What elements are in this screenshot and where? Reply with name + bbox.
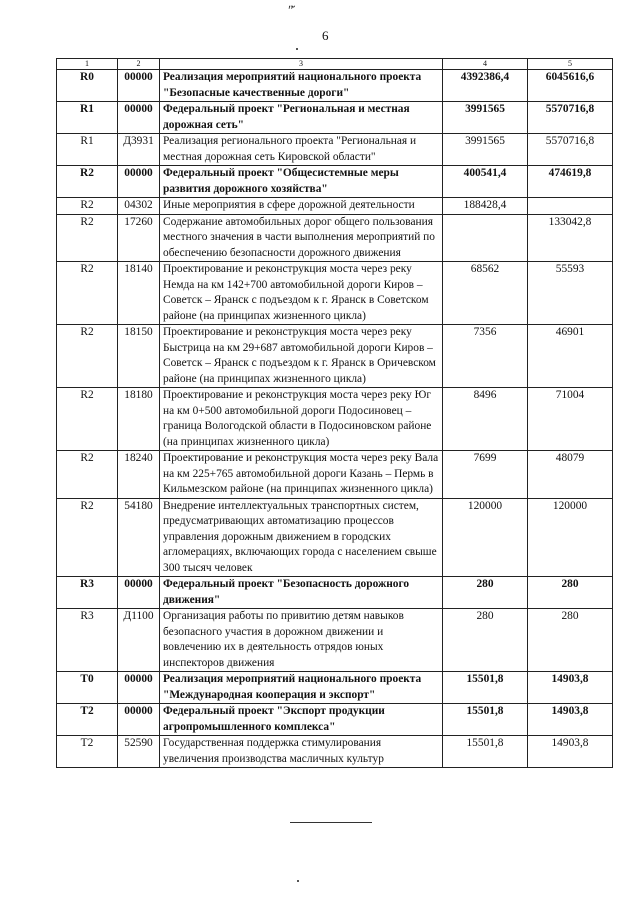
- column-number: 3: [160, 59, 443, 70]
- table-row: [57, 577, 613, 609]
- table-row: [57, 498, 613, 577]
- row-name-cell: Реализация мероприятий национального проекта "Международная кооперация и экспорт": [160, 672, 443, 704]
- row-value-2021-cell: 14903,8: [528, 672, 613, 704]
- row-value-2021-cell: 55593: [528, 262, 613, 325]
- row-name-cell: Федеральный проект "Безопасность дорожного движения": [160, 577, 443, 609]
- table-row: [57, 70, 613, 102]
- row-value-2021-cell: 5570716,8: [528, 102, 613, 134]
- row-value-2021-cell: 14903,8: [528, 736, 613, 768]
- column-number: 5: [528, 59, 613, 70]
- row-name-cell: Проектирование и реконструкция моста через реку Вала на км 225+765 автомобильной дороги Казань – Пермь в Кильмезском районе (на принципах жизненного цикла): [160, 451, 443, 499]
- row-value-2021-cell: 280: [528, 609, 613, 672]
- footer-rule: [290, 822, 372, 823]
- row-value-2021-cell: 6045616,6: [528, 70, 613, 102]
- row-name-cell: Государственная поддержка стимулирования увеличения производства масличных культур: [160, 736, 443, 768]
- row-number-cell: 00000: [118, 70, 160, 102]
- row-value-2020-cell: 3991565: [443, 102, 528, 134]
- row-value-2020-cell: 3991565: [443, 134, 528, 166]
- row-value-2021-cell: 133042,8: [528, 214, 613, 262]
- table-row: [57, 672, 613, 704]
- row-name-cell: Реализация мероприятий национального проекта "Безопасные качественные дороги": [160, 70, 443, 102]
- row-name-cell: Реализация регионального проекта "Региональная и местная дорожная сеть Кировской области": [160, 134, 443, 166]
- column-number: 2: [118, 59, 160, 70]
- table-row: [57, 262, 613, 325]
- row-value-2020-cell: 280: [443, 609, 528, 672]
- row-code-cell: T2: [57, 736, 118, 768]
- row-number-cell: 54180: [118, 498, 160, 577]
- row-code-cell: R2: [57, 325, 118, 388]
- row-value-2020-cell: [443, 214, 528, 262]
- row-code-cell: T0: [57, 672, 118, 704]
- row-code-cell: R2: [57, 498, 118, 577]
- row-code-cell: R2: [57, 451, 118, 499]
- row-value-2021-cell: 14903,8: [528, 704, 613, 736]
- row-code-cell: R2: [57, 262, 118, 325]
- row-value-2020-cell: 15501,8: [443, 672, 528, 704]
- table-row: [57, 102, 613, 134]
- row-name-cell: Проектирование и реконструкция моста через реку Быстрица на км 29+687 автомобильной дороги Киров – Советск – Яранск с подъездом к г. Яранск в Оричевском районе (на принципах жизненного цикла): [160, 325, 443, 388]
- row-number-cell: 18180: [118, 388, 160, 451]
- row-code-cell: R3: [57, 609, 118, 672]
- row-value-2021-cell: 5570716,8: [528, 134, 613, 166]
- table-row: [57, 198, 613, 215]
- row-value-2020-cell: 15501,8: [443, 704, 528, 736]
- row-number-cell: 18140: [118, 262, 160, 325]
- row-code-cell: R1: [57, 102, 118, 134]
- row-code-cell: R2: [57, 166, 118, 198]
- row-number-cell: 00000: [118, 102, 160, 134]
- scan-mark: ʺ̆: [288, 4, 294, 19]
- row-number-cell: 17260: [118, 214, 160, 262]
- row-number-cell: Д1100: [118, 609, 160, 672]
- table-row: [57, 166, 613, 198]
- table-row: [57, 704, 613, 736]
- row-number-cell: 00000: [118, 704, 160, 736]
- row-number-cell: Д3931: [118, 134, 160, 166]
- table-row: [57, 388, 613, 451]
- row-value-2020-cell: 188428,4: [443, 198, 528, 215]
- table-row: [57, 214, 613, 262]
- row-name-cell: Организация работы по привитию детям навыков безопасного участия в дорожном движении и вовлечению их в деятельность отрядов юных инспекторов движения: [160, 609, 443, 672]
- row-number-cell: 18150: [118, 325, 160, 388]
- row-number-cell: 52590: [118, 736, 160, 768]
- row-value-2020-cell: 8496: [443, 388, 528, 451]
- row-name-cell: Проектирование и реконструкция моста через реку Немда на км 142+700 автомобильной дороги Киров – Советск – Яранск с подъездом к г. Яранск в Советском районе (на принципах жизненного цикла): [160, 262, 443, 325]
- row-code-cell: R2: [57, 388, 118, 451]
- row-name-cell: Федеральный проект "Экспорт продукции агропромышленного комплекса": [160, 704, 443, 736]
- row-name-cell: Внедрение интеллектуальных транспортных систем, предусматривающих автоматизацию процессов управления дорожным движением в городских агломерациях, включающих города с населением свыше 300 тысяч человек: [160, 498, 443, 577]
- row-number-cell: 00000: [118, 672, 160, 704]
- table-body: [57, 59, 613, 768]
- row-value-2021-cell: 48079: [528, 451, 613, 499]
- row-value-2021-cell: 120000: [528, 498, 613, 577]
- row-name-cell: Проектирование и реконструкция моста через реку Юг на км 0+500 автомобильной дороги Подосиновец – граница Вологодской области в Подосиновском районе (на принципах жизненного цикла): [160, 388, 443, 451]
- row-value-2020-cell: 15501,8: [443, 736, 528, 768]
- row-value-2020-cell: 280: [443, 577, 528, 609]
- row-number-cell: 00000: [118, 577, 160, 609]
- row-code-cell: R2: [57, 198, 118, 215]
- column-number: 4: [443, 59, 528, 70]
- row-number-cell: 18240: [118, 451, 160, 499]
- row-code-cell: R1: [57, 134, 118, 166]
- column-number-row: [57, 59, 613, 70]
- table-row: [57, 609, 613, 672]
- table-row: [57, 736, 613, 768]
- budget-table: [56, 58, 613, 768]
- table-row: [57, 134, 613, 166]
- table-row: [57, 451, 613, 499]
- table-row: [57, 325, 613, 388]
- row-name-cell: Федеральный проект "Региональная и местная дорожная сеть": [160, 102, 443, 134]
- row-value-2021-cell: 280: [528, 577, 613, 609]
- row-value-2021-cell: [528, 198, 613, 215]
- row-value-2021-cell: 46901: [528, 325, 613, 388]
- row-name-cell: Иные мероприятия в сфере дорожной деятельности: [160, 198, 443, 215]
- row-value-2021-cell: 71004: [528, 388, 613, 451]
- row-value-2020-cell: 7699: [443, 451, 528, 499]
- column-number: 1: [57, 59, 118, 70]
- row-value-2020-cell: 120000: [443, 498, 528, 577]
- row-code-cell: T2: [57, 704, 118, 736]
- row-code-cell: R0: [57, 70, 118, 102]
- row-name-cell: Федеральный проект "Общесистемные меры развития дорожного хозяйства": [160, 166, 443, 198]
- row-value-2020-cell: 7356: [443, 325, 528, 388]
- page-number: 6: [322, 28, 329, 43]
- row-code-cell: R3: [57, 577, 118, 609]
- scan-speck: [296, 48, 298, 50]
- row-number-cell: 00000: [118, 166, 160, 198]
- scan-speck: [297, 880, 299, 882]
- row-value-2020-cell: 4392386,4: [443, 70, 528, 102]
- row-number-cell: 04302: [118, 198, 160, 215]
- row-value-2020-cell: 68562: [443, 262, 528, 325]
- row-code-cell: R2: [57, 214, 118, 262]
- row-name-cell: Содержание автомобильных дорог общего пользования местного значения в части выполнения мероприятий по обеспечению безопасности дорожного движения: [160, 214, 443, 262]
- row-value-2020-cell: 400541,4: [443, 166, 528, 198]
- row-value-2021-cell: 474619,8: [528, 166, 613, 198]
